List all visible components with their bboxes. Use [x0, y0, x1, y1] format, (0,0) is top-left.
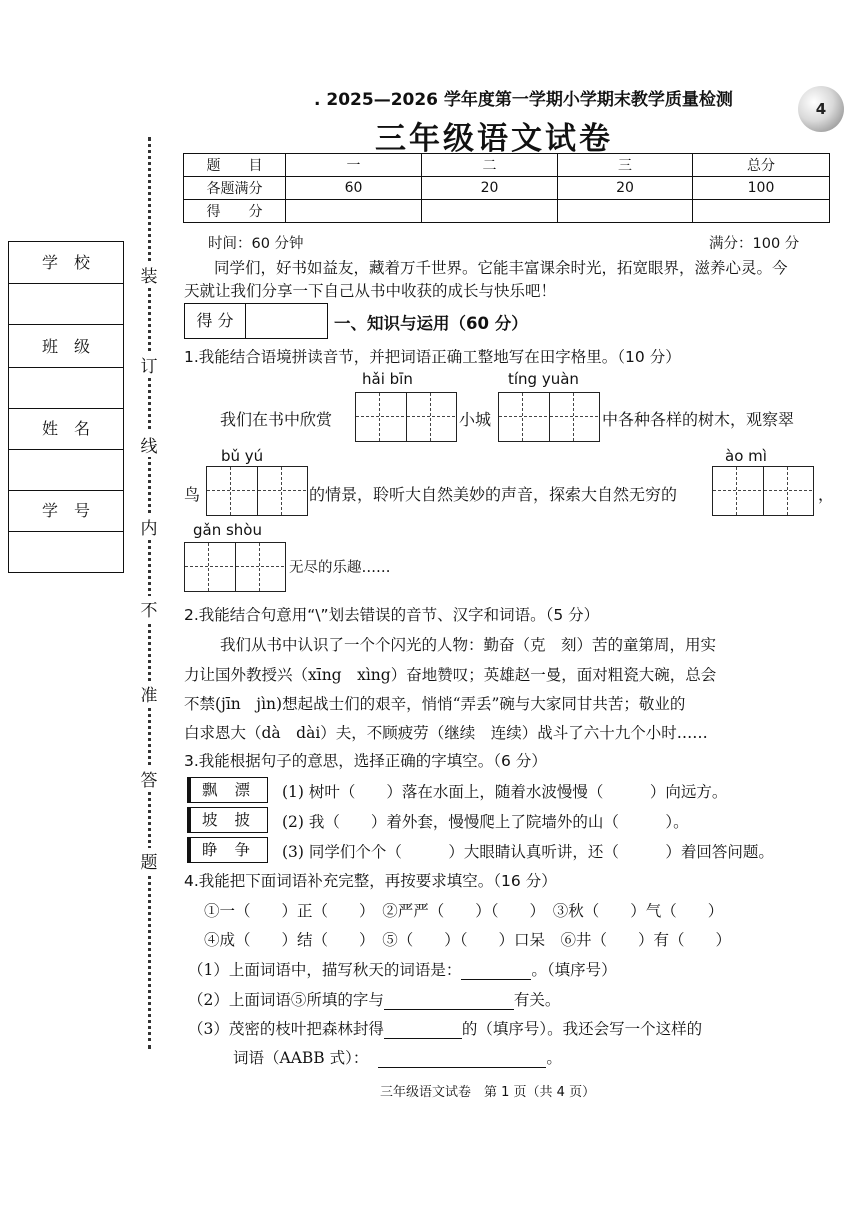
- pinyin-hai-bin: hǎi bīn: [362, 370, 413, 388]
- table-cell: 题 目: [184, 154, 286, 177]
- page-number-badge: 4: [798, 86, 844, 132]
- q4-words-row: ①一（ ）正（ ） ②严严（ ）（ ） ③秋（ ）气（ ）: [204, 902, 724, 920]
- q4-sub-question-2: [188, 988, 560, 1010]
- question-2-heading: 2.我能结合句意用“\”划去错误的音节、汉字和词语。（5 分）: [184, 606, 600, 624]
- binding-char: 装: [138, 262, 160, 287]
- exam-full-score: 满分：100 分: [709, 236, 800, 252]
- binding-char: 准: [138, 681, 160, 706]
- table-cell: 60: [286, 177, 422, 200]
- table-cell: 20: [422, 177, 558, 200]
- q4-sub-question-1: [188, 958, 617, 980]
- q1-text: ，: [818, 485, 835, 504]
- table-cell: 20: [558, 177, 693, 200]
- q2-line: 力让国外教授兴（xīng xìng）奋地赞叹；英雄赵一曼，面对粗瓷大碗，总会: [184, 666, 717, 684]
- table-cell: 总分: [693, 154, 830, 177]
- table-cell: 得 分: [184, 200, 286, 223]
- q3-sentence: (1) 树叶（ ）落在水面上，随着水波慢慢（ ）向远方。: [282, 783, 728, 801]
- word-choice-box: 飘 漂: [187, 777, 268, 803]
- binding-char: 题: [138, 848, 160, 873]
- school-field[interactable]: [9, 283, 123, 325]
- writing-grid[interactable]: [712, 466, 814, 516]
- q1-text: 中各种各样的树木，观察翠: [602, 410, 795, 429]
- binding-char: 答: [138, 766, 160, 791]
- q4-sub-text: 的（填序号）。我还会写一个这样的: [461, 1020, 703, 1038]
- page-footer: 三年级语文试卷 第 1 页（共 4 页）: [380, 1085, 596, 1100]
- score-entry-cell[interactable]: [558, 200, 693, 223]
- word-choice-box: 坡 披: [187, 807, 268, 833]
- intro-text-line-2: 天就让我们分享一下自己从书中收获的成长与快乐吧！: [184, 282, 557, 300]
- exam-title: 三年级语文试卷: [375, 121, 613, 157]
- q2-line: 不禁(jīn jìn)想起战士们的艰辛，悄悄“弄丢”碗与大家同甘共苦；敬业的: [184, 695, 686, 713]
- score-table: [183, 153, 830, 223]
- class-label: 班 级: [9, 326, 123, 368]
- q4-sub-text: （2）上面词语⑤所填的字与: [188, 991, 384, 1009]
- student-number-label: 学 号: [9, 490, 123, 532]
- score-table-row: [184, 200, 830, 223]
- answer-blank[interactable]: [384, 1020, 462, 1039]
- pinyin-ting-yuan: tíng yuàn: [508, 370, 579, 388]
- section-heading: 一、知识与运用（60 分）: [334, 314, 528, 333]
- q4-sub-question-3: [188, 1017, 702, 1039]
- question-4-heading: 4.我能把下面词语补充完整，再按要求填空。（16 分）: [184, 872, 557, 890]
- exam-time: 时间：60 分钟: [208, 236, 304, 252]
- score-entry-cell[interactable]: [422, 200, 558, 223]
- answer-blank[interactable]: [461, 961, 531, 980]
- writing-grid[interactable]: [184, 542, 286, 592]
- writing-grid[interactable]: [206, 466, 308, 516]
- binding-char: 订: [138, 352, 160, 377]
- pinyin-gan-shou: gǎn shòu: [193, 521, 262, 539]
- q4-words-row: ④成（ ）结（ ） ⑤（ ）（ ）口呆 ⑥井（ ）有（ ）: [204, 931, 732, 949]
- table-cell: 各题满分: [184, 177, 286, 200]
- q4-sub-text: 词语（AABB 式）：: [233, 1049, 369, 1067]
- answer-blank[interactable]: [378, 1049, 546, 1068]
- section-score-box: [184, 303, 328, 339]
- binding-char: 内: [138, 514, 160, 539]
- writing-grid[interactable]: [355, 392, 457, 442]
- answer-blank[interactable]: [384, 991, 514, 1010]
- q1-text: 鸟: [184, 485, 201, 504]
- q4-sub-text: 。: [546, 1049, 562, 1067]
- name-label: 姓 名: [9, 408, 123, 450]
- q1-text: 小城: [459, 410, 492, 429]
- q2-line: 我们从书中认识了一个个闪光的人物：勤奋（克 刻）苦的童第周，用实: [220, 636, 717, 654]
- q2-line: 白求恩大（dà dài）夫，不顾疲劳（继续 连续）战斗了六十九个小时……: [184, 724, 708, 742]
- school-label: 学 校: [9, 242, 123, 284]
- table-cell: 100: [693, 177, 830, 200]
- student-number-field[interactable]: [9, 531, 123, 572]
- score-table-row: [184, 154, 830, 177]
- pinyin-bu-yu: bǔ yú: [221, 447, 264, 465]
- q4-sub-text: （1）上面词语中，描写秋天的词语是：: [188, 961, 462, 979]
- score-entry-cell[interactable]: [693, 200, 830, 223]
- pinyin-ao-mi: ào mì: [725, 447, 767, 465]
- q4-sub-text: 有关。: [513, 991, 561, 1009]
- word-choice-box: 睁 争: [187, 837, 268, 863]
- score-table-row: [184, 177, 830, 200]
- q1-text: 的情景，聆听大自然美妙的声音，探索大自然无穷的: [309, 485, 678, 504]
- intro-text-line-1: 同学们，好书如益友，藏着万千世界。它能丰富课余时光，拓宽眼界，滋养心灵。今: [214, 259, 788, 277]
- table-cell: 二: [422, 154, 558, 177]
- table-cell: 一: [286, 154, 422, 177]
- binding-char: 不: [138, 596, 160, 621]
- q1-text: 无尽的乐趣……: [289, 560, 391, 576]
- question-3-heading: 3.我能根据句子的意思，选择正确的字填空。（6 分）: [184, 752, 547, 770]
- score-entry-cell[interactable]: [286, 200, 422, 223]
- q3-sentence: (2) 我（ ）着外套，慢慢爬上了院墙外的山（ ）。: [282, 813, 689, 831]
- q3-sentence: (3) 同学们个个（ ）大眼睛认真听讲，还（ ）着回答问题。: [282, 843, 774, 861]
- question-1-heading: 1.我能结合语境拼读音节，并把词语正确工整地写在田字格里。（10 分）: [184, 348, 681, 366]
- student-info-box: [8, 241, 124, 573]
- section-score-label: 得 分: [185, 304, 246, 338]
- writing-grid[interactable]: [498, 392, 600, 442]
- q4-sub-question-3-cont: [233, 1046, 562, 1068]
- q4-sub-text: 。（填序号）: [531, 961, 617, 979]
- q1-text: 我们在书中欣赏: [220, 410, 333, 429]
- name-field[interactable]: [9, 449, 123, 491]
- table-cell: 三: [558, 154, 693, 177]
- binding-char: 线: [138, 432, 160, 457]
- class-field[interactable]: [9, 367, 123, 409]
- q4-sub-text: （3）茂密的枝叶把森林封得: [188, 1020, 384, 1038]
- exam-subtitle: . 2025—2026 学年度第一学期小学期末教学质量检测: [314, 90, 733, 110]
